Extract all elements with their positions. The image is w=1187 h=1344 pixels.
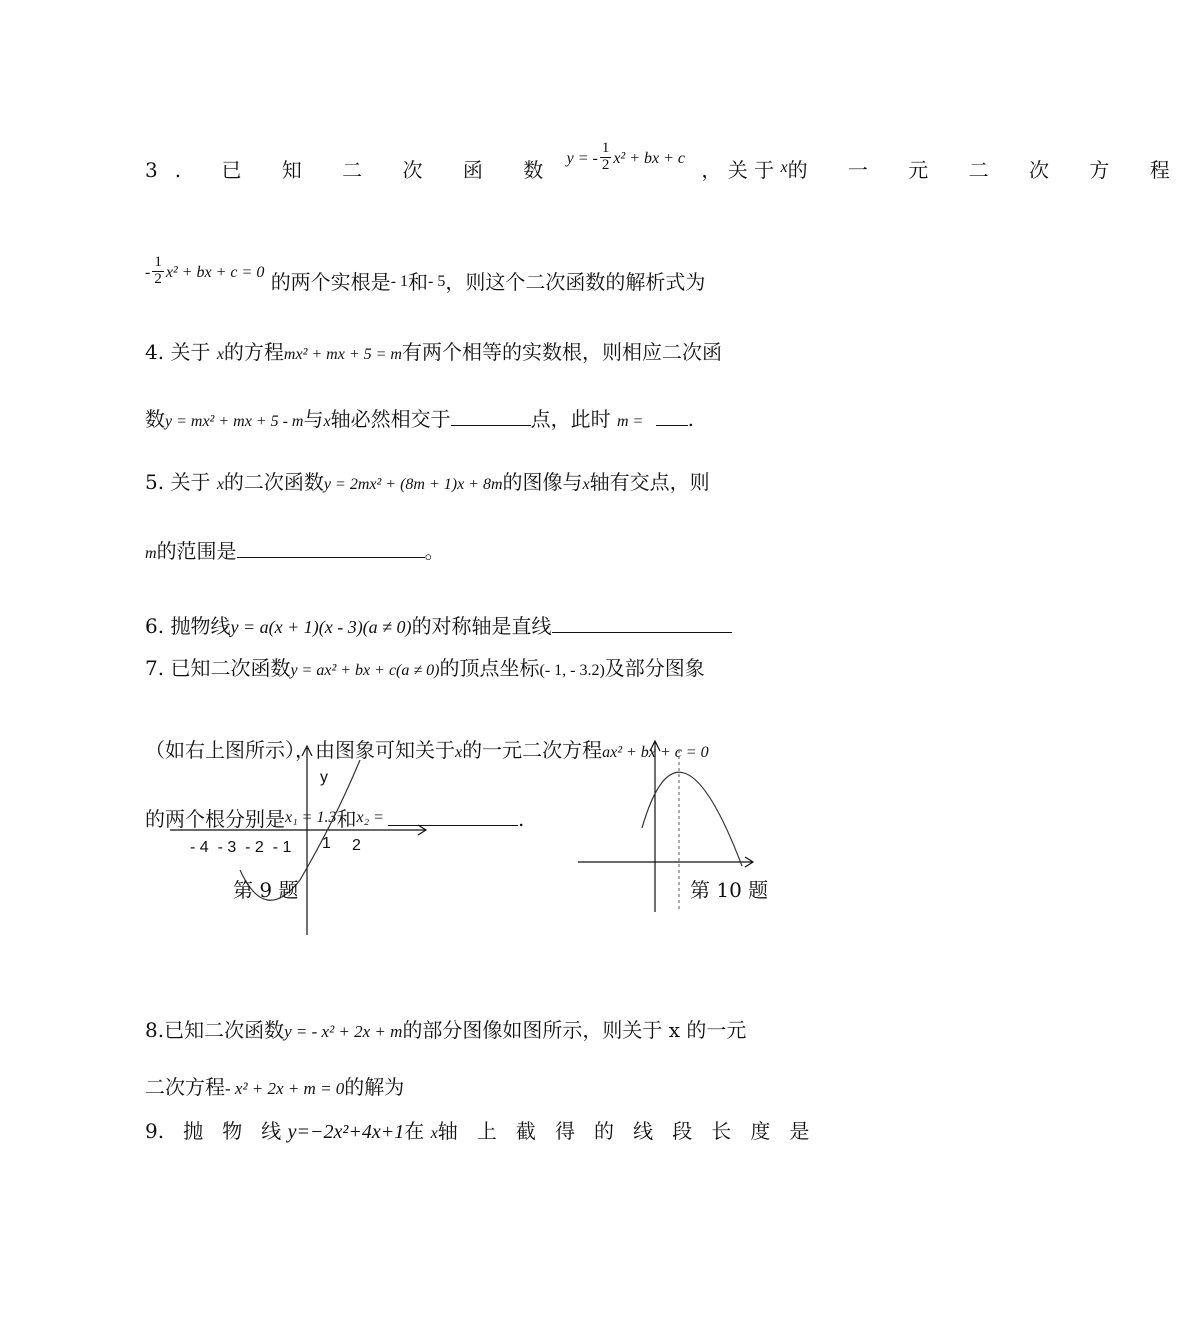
fig10-caption: 第 10 题 [690,878,769,902]
q3-eq-minus: - [145,263,151,281]
q3-eq-frac: $\frac{1}{2}$ [154,254,162,287]
q3-eq-rest: x² + bx + c = 0 [165,263,265,281]
q5-text4: 的范围是 [156,539,237,563]
q3-text3: ，则这个二次函数的解析式为 [445,269,706,294]
q6-lead: 6. 抛物线 [145,614,231,638]
q4-text5: 轴必然相交于 [330,407,451,431]
q5-var-m: m [145,545,157,562]
q7-function: y = ax² + bx + c(a ≠ 0) [290,662,440,679]
q5-end: 。 [424,539,445,563]
q8-line2 [145,1077,404,1097]
q7-end: . [517,807,525,831]
q4-var-x: x [216,346,224,363]
fig9-tick-1: 1 [322,835,331,852]
q4-end: . [687,407,695,431]
q3-he: 和 [408,269,429,294]
q4-m-eq: m = [616,413,644,430]
q8-text2: 二次方程 [145,1075,225,1099]
fig10-parabola [642,772,742,866]
q4-text3: 数 [145,407,165,431]
q4-text1: 的方程 [223,340,284,364]
q4-text4: 与 [303,407,324,431]
q5-function: y = 2mx² + (8m + 1)x + 8m [323,476,503,493]
q8-equation: - x² + 2x + m = 0 [225,1079,345,1098]
q3-frac: $\frac{1}{2}$ [601,140,610,173]
q7-text2: 及部分图象 [604,656,705,680]
q7-lead: 7. 已知二次函数 [145,656,291,680]
q6-function: y = a(x + 1)(x - 3)(a ≠ 0) [230,617,412,637]
q4-lead: 4. 关于 [145,340,211,364]
q3-comma: ， 关 于 [701,157,775,182]
q7-he: 和 [336,807,357,831]
fig9-tick-2: 2 [352,837,361,854]
q5-lead: 5. 关于 [145,470,211,494]
q9-text2: 轴 上 截 得 的 线 段 长 度 是 [437,1119,810,1143]
q7-text1: 的顶点坐标 [439,656,540,680]
q5-text1: 的二次函数 [223,470,324,494]
q3-root1: - 1 [390,272,409,290]
fig9-ticks-neg: - 4 - 3 - 2 - 1 [190,839,292,856]
q8-lead: 8.已知二次函数 [145,1018,285,1042]
q7-text4: 的一元二次方程 [462,738,603,762]
q4-text6: 点，此时 [530,407,611,431]
q3-text2: 的两个实根是 [270,269,391,294]
q7-text3: （如右上图所示），由图象可知关于 [145,738,455,762]
q4-text2: 有两个相等的实数根，则相应二次函 [401,340,722,364]
q9-line [145,1121,809,1142]
q8-function: y = - x² + 2x + m [284,1022,403,1041]
fig9-y-label: y [320,769,328,786]
q9-var-x: x [430,1125,438,1142]
q7-var-x: x [455,744,463,761]
q9-function: y=−2x²+4x+1 [287,1121,405,1143]
q9-text1: 在 [404,1119,425,1143]
q3-func-y: y = - [566,149,598,167]
q7-vertex: (- 1, - 3.2) [539,662,605,679]
q3-lead: 3. 已 知 二 次 函 数 [145,157,561,182]
q7-x2: x₂ = [356,809,384,826]
q4-function: y = mx² + mx + 5 - m [165,413,304,430]
q9-lead: 9. 抛 物 线 [145,1119,282,1143]
q3-func-rest: x² + bx + c [613,149,686,167]
q8-text1: 的部分图像如图所示，则关于 x 的一元 [402,1018,747,1042]
q5-text2: 的图像与 [502,470,583,494]
q7-equation: ax² + bx + c = 0 [602,744,709,761]
q4-equation: mx² + mx + 5 = m [283,346,402,363]
q3-var-x: x [780,158,788,176]
q8-text3: 的解为 [344,1075,405,1099]
fig9-caption: 第 9 题 [233,878,299,902]
q5-text3: 轴有交点，则 [589,470,710,494]
q8-line1 [145,1020,746,1040]
q7-text5: 的两个根分别是 [145,807,285,831]
q5-var-x2: x [582,476,590,493]
q3-tail: 的 一 元 二 次 方 程 [787,157,1187,182]
q5-var-x: x [216,476,224,493]
q4-var-x2: x [323,413,331,430]
q6-text: 的对称轴是直线 [411,614,552,638]
q3-root2: - 5 [428,272,446,290]
q7-x1: x₁ = 1.3 [285,809,337,826]
